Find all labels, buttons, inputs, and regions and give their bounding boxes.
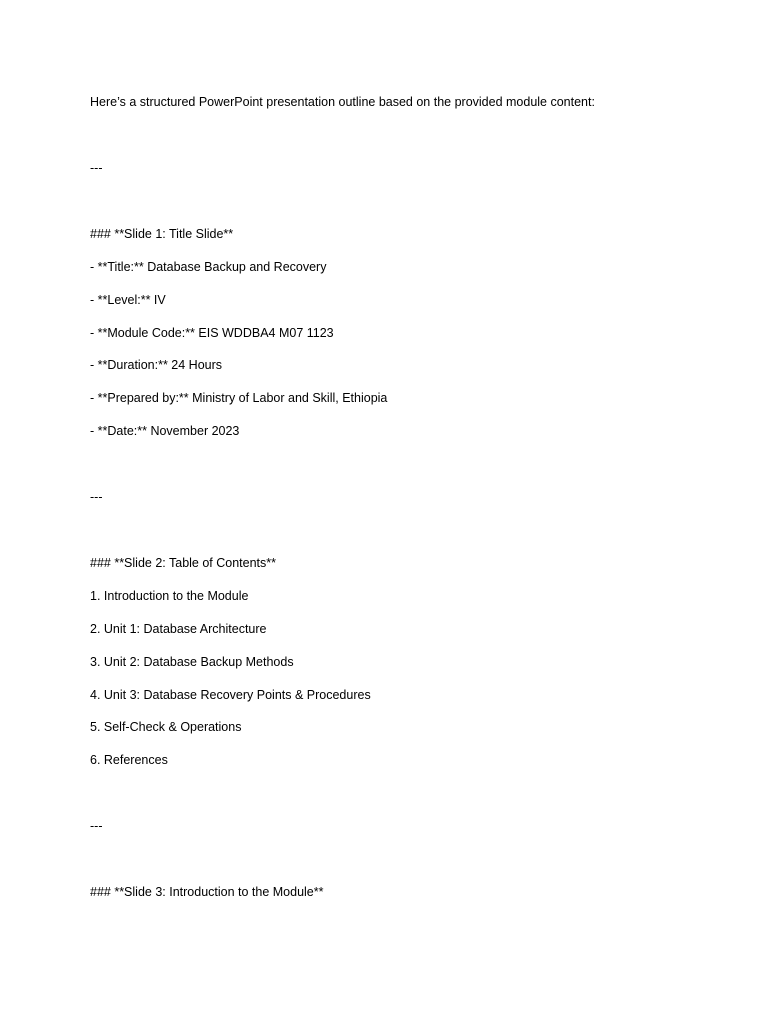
separator: --- [90, 819, 103, 833]
toc-item: 5. Self-Check & Operations [90, 720, 242, 734]
slide1-heading: ### **Slide 1: Title Slide** [90, 227, 234, 241]
slide3-heading: ### **Slide 3: Introduction to the Module** [90, 885, 324, 899]
slide1-item-module-code: - **Module Code:** EIS WDDBA4 M07 1123 [90, 326, 334, 340]
toc-item: 1. Introduction to the Module [90, 589, 249, 603]
slide1-item-prepared-by: - **Prepared by:** Ministry of Labor and Skill, Ethiopia [90, 391, 388, 405]
slide2-heading: ### **Slide 2: Table of Contents** [90, 556, 277, 570]
toc-item: 6. References [90, 753, 168, 767]
slide1-item-level: - **Level:** IV [90, 293, 166, 307]
separator: --- [90, 161, 103, 175]
toc-item: 4. Unit 3: Database Recovery Points & Procedures [90, 688, 371, 702]
intro-text: Here’s a structured PowerPoint presentation outline based on the provided module content: [90, 95, 595, 109]
slide1-item-duration: - **Duration:** 24 Hours [90, 358, 223, 372]
slide1-item-title: - **Title:** Database Backup and Recovery [90, 260, 327, 274]
toc-item: 2. Unit 1: Database Architecture [90, 622, 267, 636]
slide1-item-date: - **Date:** November 2023 [90, 424, 240, 438]
separator: --- [90, 490, 103, 504]
toc-item: 3. Unit 2: Database Backup Methods [90, 655, 294, 669]
